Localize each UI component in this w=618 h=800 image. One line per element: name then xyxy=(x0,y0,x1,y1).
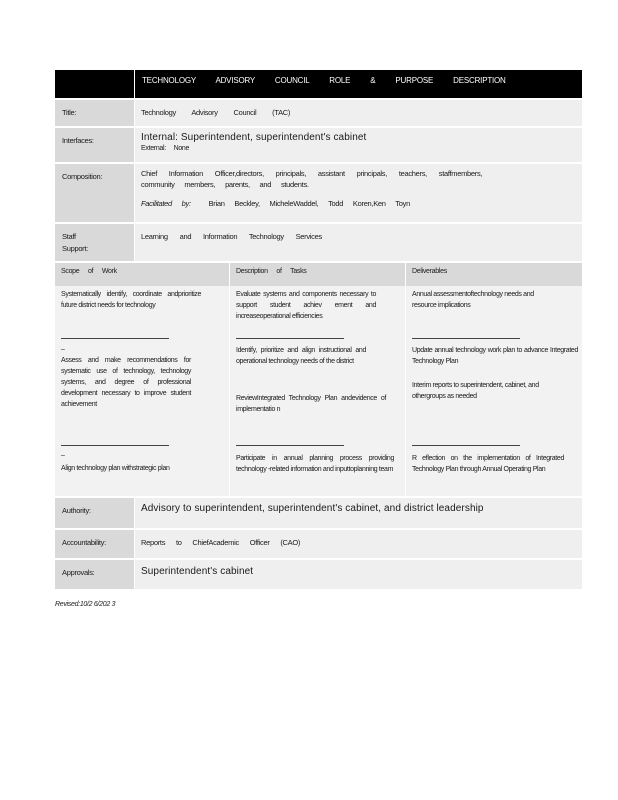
accountability-row xyxy=(55,530,582,558)
header-label-cell xyxy=(55,70,135,98)
authority-row xyxy=(55,498,582,528)
task-item-1: Evaluate systems and components necessary to support student achiev ement and increaseoperational efficiencies xyxy=(236,291,376,320)
deliverables-divider-2 xyxy=(412,445,520,446)
composition-line-1: Chief Information Officer,directors, principals, assistant principals, teachers, staffmembers, xyxy=(141,169,483,178)
interfaces-row xyxy=(55,128,582,162)
approvals-value: Superintendent's cabinet xyxy=(135,560,582,589)
tasks-divider-1 xyxy=(236,338,344,339)
staff-support-label-line-2: Support: xyxy=(62,244,88,253)
staff-support-value: Learning and Information Technology Services xyxy=(135,224,582,261)
tasks-divider-2 xyxy=(236,445,344,446)
facilitators-list: Brian Beckley, MicheleWaddel, Todd Koren,Ken Toyn xyxy=(208,199,410,208)
scope-table-body xyxy=(55,286,582,496)
tasks-header: Description of Tasks xyxy=(230,263,406,286)
title-label: Title: xyxy=(55,100,135,126)
tasks-column xyxy=(230,286,406,496)
accountability-value: Reports to ChiefAcademic Officer (CAO) xyxy=(135,530,582,558)
deliverables-header: Deliverables xyxy=(406,263,582,286)
deliverable-item-1: Annual assessmentoftechnology needs and resource implications xyxy=(412,291,534,309)
header-row xyxy=(55,70,582,98)
title-row xyxy=(55,100,582,126)
title-value: Technology Advisory Council (TAC) xyxy=(135,100,582,126)
composition-line-2: community members, parents, and students. xyxy=(141,180,309,189)
facilitated-label: Facilitated by: xyxy=(141,199,191,208)
interfaces-external: External: None xyxy=(141,145,190,152)
scope-item-2: Assess and make recommendations for systematic use of technology, technology systems, and degree of professional development necessary to improve student achievement xyxy=(61,357,191,408)
scope-item-1: Systematically identify, coordinate andprioritize future district needs for technology xyxy=(61,291,201,309)
scope-divider-1 xyxy=(61,338,169,339)
composition-value xyxy=(135,164,582,222)
scope-dash-1: – xyxy=(61,346,65,353)
deliverables-divider-1 xyxy=(412,338,520,339)
composition-row xyxy=(55,164,582,222)
scope-item-3: Align technology plan withstrategic plan xyxy=(61,465,170,472)
scope-table-header xyxy=(55,263,582,286)
staff-support-label xyxy=(55,224,135,261)
revised-date: Revised:10/2 6/202 3 xyxy=(55,601,116,608)
scope-dash-2: – xyxy=(61,452,65,459)
task-item-2: Identify, prioritize and align instructional and operational technology needs of the district xyxy=(236,347,366,365)
approvals-row xyxy=(55,560,582,589)
task-item-4: Participate in annual planning process providing technology -related information and inputtoplanning team xyxy=(236,455,394,473)
scope-column xyxy=(55,286,230,496)
role-description-table xyxy=(55,70,582,589)
accountability-label: Accountability: xyxy=(55,530,135,558)
deliverable-item-4: R eflection on the implementation of Integrated Technology Plan through Annual Operating Plan xyxy=(412,455,564,473)
document-title: TECHNOLOGY ADVISORY COUNCIL ROLE & PURPOSE DESCRIPTION xyxy=(135,70,582,98)
approvals-label: Approvals: xyxy=(55,560,135,589)
authority-value: Advisory to superintendent, superintendent's cabinet, and district leadership xyxy=(135,498,582,528)
interfaces-label: Interfaces: xyxy=(55,128,135,162)
scope-divider-2 xyxy=(61,445,169,446)
task-item-3: ReviewIntegrated Technology Plan andevidence of implementatio n xyxy=(236,395,386,413)
interfaces-internal: Internal: Superintendent, superintendent's cabinet xyxy=(141,132,367,143)
deliverables-column xyxy=(406,286,582,496)
staff-support-row xyxy=(55,224,582,261)
composition-facilitated xyxy=(141,199,582,208)
staff-support-label-line-1: Staff xyxy=(62,232,76,241)
interfaces-value xyxy=(135,128,582,162)
deliverable-item-2: Update annual technology work plan to advance Integrated Technology Plan xyxy=(412,347,578,365)
authority-label: Authority: xyxy=(55,498,135,528)
composition-label: Composition: xyxy=(55,164,135,222)
deliverable-item-3: Interim reports to superintendent, cabinet, and othergroups as needed xyxy=(412,382,539,400)
scope-header: Scope of Work xyxy=(55,263,230,286)
